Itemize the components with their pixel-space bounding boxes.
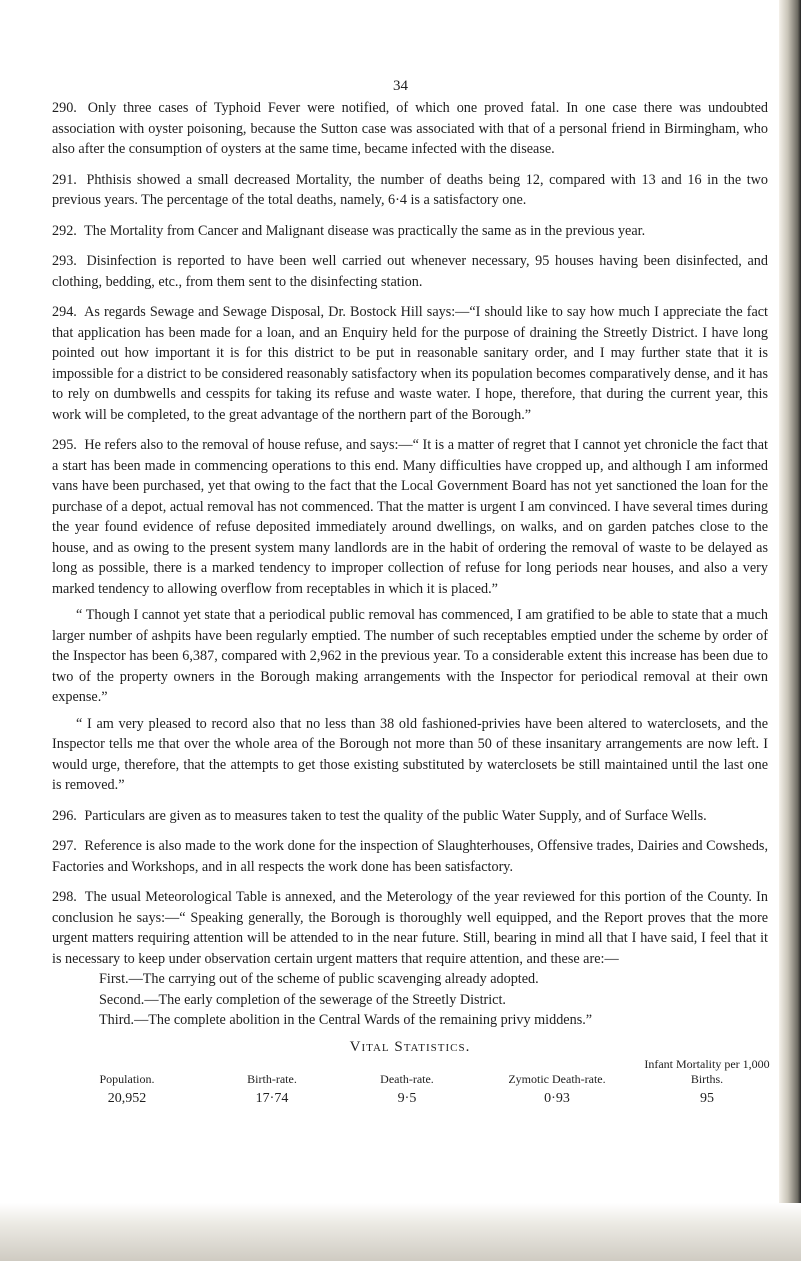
table-cell: 0·93 (544, 1091, 570, 1106)
page-bottom-shadow (0, 1203, 801, 1261)
page-number: 34 (393, 78, 408, 94)
urgent-matters-list (99, 969, 768, 1031)
paragraph-number: 297. (52, 838, 77, 854)
paragraph-295-continued-1 (52, 605, 768, 708)
table-header: Death-rate. (380, 1072, 434, 1086)
paragraph-291 (52, 170, 768, 211)
paragraph-297 (52, 836, 768, 877)
table-cell: 95 (700, 1091, 714, 1106)
table-cell: 17·74 (255, 1091, 289, 1106)
table-header: Zymotic Death-rate. (508, 1072, 606, 1086)
page-edge-shadow (779, 0, 801, 1261)
paragraph-text: Disinfection is reported to have been well carried out whenever necessary, 95 houses having been disinfected, and clothing, bedding, etc., from them sent to the disinfecting station. (52, 253, 768, 290)
paragraph-number: 291. (52, 171, 77, 188)
table-header-row (52, 1057, 772, 1087)
paragraph-text: As regards Sewage and Sewage Disposal, Dr. Bostock Hill says:—“I should like to say how much I appreciate the fact that application has been made for a loan, and an Enquiry held for the purpose of draining the Streetly District. I have long pointed out how important it is for this district to be put in reasonable sanitary order, and I may further state that it is impossible for a district to be considered reasonably satisfactory when its population becomes comparatively dense, and it has to rely on dumbwells and cesspits for taking its refuse and waste water. I hope, therefore, that during the current year, this work will be completed, to the great advantage of the northern part of the Borough.” (52, 304, 768, 423)
paragraph-text: The usual Meteorological Table is annexed, and the Meterology of the year reviewed for this portion of the County. In conclusion he says:—“ Speaking generally, the Borough is thoroughly well equipped, and the Report proves that the more urgent matters requiring attention will be attended to in the near future. Still, bearing in mind all that I have said, I feel that it is necessary to keep under observation certain urgent matters that require attention, and these are:— (52, 889, 768, 967)
paragraph-text: He refers also to the removal of house refuse, and says:—“ It is a matter of regret that I cannot yet chronicle the fact that a start has been made in commencing operations to this end. Many difficulties have cropped up, and although I am informed vans have been purchased, yet that owing to the fact that the Local Government Board has not yet sanctioned the loan for the purchase of a depot, actual removal has not commenced. That the matter is urgent I am convinced. I have several times during the year found evidence of refuse deposited immediately around dwellings, on walks, and on garden patches close to the house, and as owing to the present system many landlords are in the habit of ordering the removal of waste to be delayed as long as possible, there is a marked tendency to improper collection of refuse for long periods near houses, and also a very marked tendency to allowing overflow from receptables in which it is placed.” (52, 437, 768, 597)
paragraph-text: Phthisis showed a small decreased Mortality, the number of deaths being 12, compared with 13 and 16 in the two previous years. The percentage of the total deaths, namely, 6·4 is a satisfactory one. (52, 171, 768, 208)
paragraph-number: 295. (52, 437, 77, 453)
paragraph-text: “ I am very pleased to record also that no less than 38 old fashioned-privies have been altered to waterclosets, and the Inspector tells me that over the whole area of the Borough not more than 50 of these insanitary arrangements are now left. I would urge, therefore, that the attempts to get those existing substituted by waterclosets be still maintained until the last one is removed.” (52, 715, 768, 793)
paragraph-number: 290. (52, 100, 77, 116)
paragraph-number: 294. (52, 304, 77, 320)
paragraph-294 (52, 302, 768, 425)
table-row (52, 1087, 772, 1111)
list-item: Second.—The early completion of the sewerage of the Streetly District. (99, 991, 506, 1008)
paragraph-298 (52, 887, 768, 969)
paragraph-293 (52, 251, 768, 292)
paragraph-text: Only three cases of Typhoid Fever were notified, of which one proved fatal. In one case there was undoubted association with oyster poisoning, because the Sutton case was associated with that of a personal friend in Birmingham, who also after the consumption of oysters at the same time, became infected with the disease. (52, 100, 768, 157)
list-item: Third.—The complete abolition in the Central Wards of the remaining privy middens.” (99, 1012, 593, 1028)
paragraph-number: 296. (52, 807, 77, 824)
paragraph-text: Reference is also made to the work done for the inspection of Slaughterhouses, Offensive trades, Dairies and Cowsheds, Factories and Workshops, and in all respects the work done has been satisfactory. (52, 838, 769, 875)
list-item: First.—The carrying out of the scheme of public scavenging already adopted. (99, 971, 539, 987)
paragraph-number: 292. (52, 222, 77, 239)
paragraph-text: Particulars are given as to measures taken to test the quality of the public Water Supply, and of Surface Wells. (84, 807, 707, 824)
table-cell: 20,952 (107, 1091, 147, 1106)
paragraph-text: The Mortality from Cancer and Malignant disease was practically the same as in the previous year. (84, 222, 646, 239)
document-body (52, 98, 768, 1111)
vital-statistics-table (52, 1057, 772, 1111)
table-header: Birth-rate. (247, 1072, 297, 1086)
paragraph-292 (52, 221, 768, 242)
table-cell: 9·5 (397, 1091, 417, 1106)
vital-statistics-title: Vital Statistics. (349, 1038, 471, 1055)
table-header: Infant Mortality per 1,000 Births. (644, 1057, 770, 1086)
paragraph-290 (52, 98, 768, 160)
paragraph-296 (52, 806, 768, 827)
paragraph-number: 293. (52, 253, 77, 269)
paragraph-number: 298. (52, 889, 77, 905)
table-header: Population. (99, 1072, 155, 1086)
paragraph-295 (52, 435, 768, 599)
paragraph-295-continued-2 (52, 714, 768, 796)
paragraph-text: “ Though I cannot yet state that a periodical public removal has commenced, I am gratified to be able to state that a much larger number of ashpits have been regularly emptied. The number of such receptables emptied under the scheme by order of the Inspector has been 6,387, compared with 2,962 in the previous year. To a considerable extent this increase has been due to two of the property owners in the Borough making arrangements with the Inspector for periodical removal at their own expense.” (52, 607, 768, 705)
